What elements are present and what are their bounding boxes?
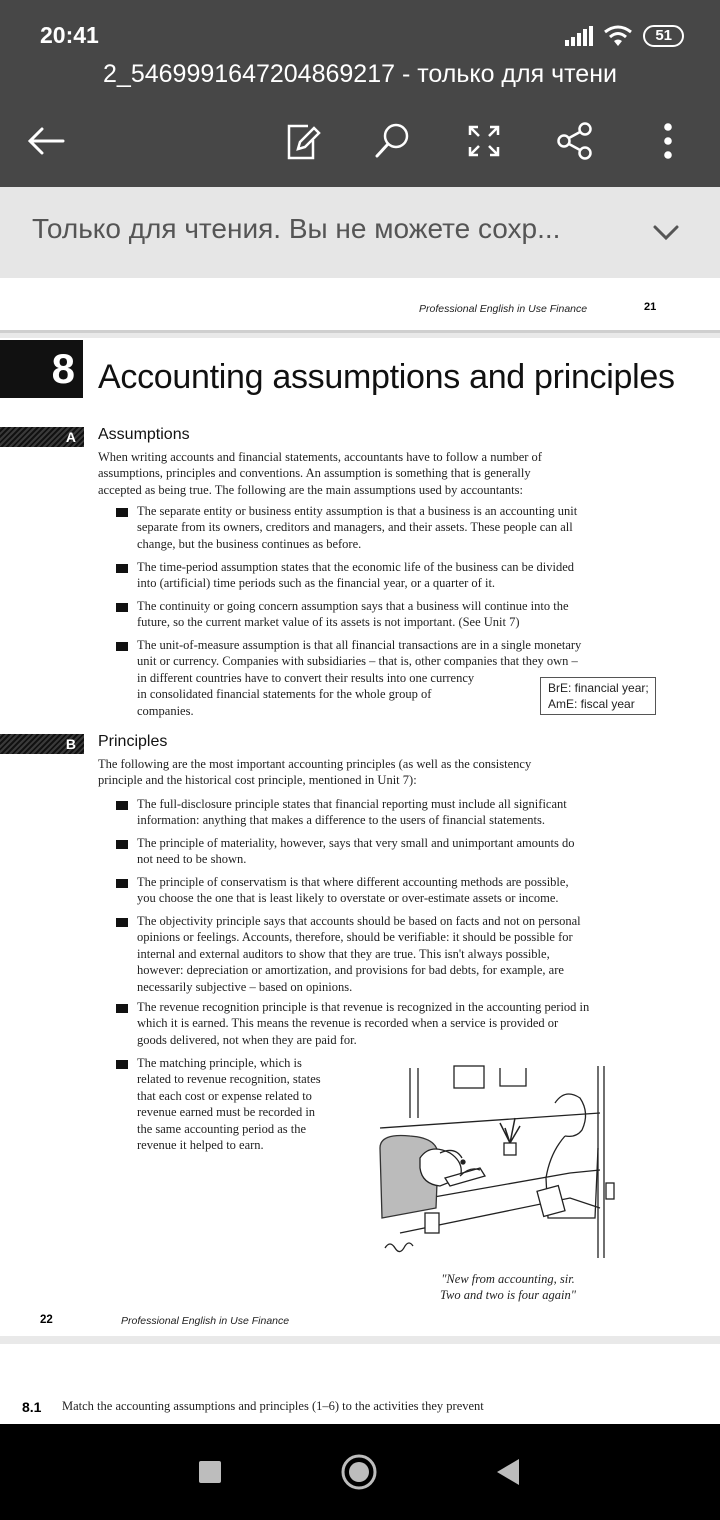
bullet-marker (116, 508, 128, 517)
wifi-icon (603, 25, 633, 47)
text-line: internal and external auditors to show that they are true. This isn't always possible, (137, 946, 550, 961)
text-line: AmE: fiscal year (548, 697, 635, 711)
section-b-letter: B (65, 736, 76, 752)
text-line: related to revenue recognition, states (137, 1072, 321, 1087)
section-a-heading: Assumptions (98, 426, 190, 443)
page-footer-book: Professional English in Use Finance (121, 1315, 290, 1327)
text-line: into (artificial) time periods such as the financial year, or a quarter of it. (137, 576, 496, 591)
recent-apps-icon (198, 1460, 222, 1484)
text-line: When writing accounts and financial statements, accountants have to follow a number of (98, 450, 542, 464)
text-line: accepted as being true. The following are the main assumptions used by accountants: (98, 482, 523, 497)
unit-title: Accounting assumptions and principles (98, 358, 675, 396)
text-line: unit or currency. Companies with subsidiaries – that is, other companies that they own – (137, 654, 578, 669)
document-page-23 (0, 1344, 720, 1424)
principle-conservatism (137, 874, 657, 907)
text-line: the same accounting period as the (137, 1121, 307, 1136)
text-line: principle and the historical cost principle, mentioned in Unit 7): (98, 773, 417, 788)
principle-full-disclosure (137, 796, 657, 829)
text-line: revenue earned must be recorded in (137, 1105, 316, 1120)
section-b-heading: Principles (98, 733, 168, 750)
text-line: The continuity or going concern assumption says that a business will continue into the (137, 599, 569, 613)
home-icon (340, 1453, 378, 1491)
back-button[interactable] (22, 118, 70, 164)
home-button[interactable] (334, 1448, 384, 1496)
search-icon (372, 121, 412, 161)
share-button[interactable] (551, 118, 599, 164)
recent-apps-button[interactable] (185, 1448, 235, 1496)
principle-matching (137, 1055, 367, 1153)
back-arrow-icon (26, 126, 66, 156)
document-page-22 (0, 338, 720, 1336)
text-line: not need to be shown. (137, 852, 247, 867)
text-line: The following are the most important accounting principles (as well as the consistency (98, 757, 532, 771)
text-line: opinions or feelings. Accounts, therefore, should be verifiable: it should be possible for (137, 930, 573, 945)
text-line: The matching principle, which is (137, 1056, 302, 1070)
document-title: 2_5469991647204869217 - только для чтени (103, 60, 617, 88)
text-line: assumptions, principles and conventions. An assumption is something that is generally (98, 466, 531, 481)
bullet-marker (116, 642, 128, 651)
status-icons (565, 24, 684, 48)
assumption-time-period (137, 559, 657, 592)
app-bar (0, 0, 720, 187)
edit-icon (282, 121, 322, 161)
section-b-marker (0, 734, 84, 754)
bre-ame-note (540, 677, 656, 715)
banner-text: Только для чтения. Вы не можете сохр... (32, 213, 561, 244)
text-line: goods delivered, not when they are paid for. (137, 1032, 357, 1047)
document-page-21 (0, 278, 720, 333)
text-line: BrE: financial year; (548, 681, 649, 695)
text-line: The revenue recognition principle is that revenue is recognized in the accounting period in (137, 1000, 590, 1014)
page-header-number: 21 (644, 301, 657, 313)
text-line: revenue it helped to earn. (137, 1138, 264, 1153)
chevron-down-icon[interactable] (648, 218, 684, 246)
text-line: The principle of materiality, however, says that very small and unimportant amounts do (137, 836, 575, 850)
more-vert-icon (662, 122, 674, 160)
cartoon-illustration (370, 1058, 620, 1263)
text-line: The principle of conservatism is that where different accounting methods are possible, (137, 875, 569, 889)
page-header-book: Professional English in Use Finance (419, 303, 588, 315)
principle-revenue-recognition (137, 999, 662, 1048)
text-line: you choose the one that is least likely to overstate or over-estimate assets or income. (137, 891, 559, 906)
text-line: The unit-of-measure assumption is that all financial transactions are in a single monetary (137, 638, 582, 652)
read-only-banner[interactable] (0, 187, 720, 278)
text-line: "New from accounting, sir. (441, 1272, 575, 1286)
text-line: in different countries have to convert their results into one currency (137, 670, 475, 685)
bullet-marker (116, 1004, 128, 1013)
bullet-marker (116, 564, 128, 573)
nav-back-icon (493, 1457, 521, 1487)
bullet-marker (116, 801, 128, 810)
text-line: however: depreciation or amortization, and provisions for bad debts, for example, are (137, 963, 564, 978)
text-line: The full-disclosure principle states that financial reporting must include all significant (137, 797, 567, 811)
battery-level: 51 (643, 25, 684, 47)
bullet-marker (116, 840, 128, 849)
bullet-marker (116, 1060, 128, 1069)
edit-button[interactable] (278, 118, 326, 164)
fullscreen-icon (466, 123, 502, 159)
text-line: which it is earned. This means the revenue is recorded when a service is provided or (137, 1016, 559, 1031)
fullscreen-button[interactable] (460, 118, 508, 164)
search-button[interactable] (368, 118, 416, 164)
text-line: Two and two is four again" (440, 1288, 576, 1302)
text-line: The time-period assumption states that the economic life of the business can be divided (137, 560, 575, 574)
section-a-intro (98, 449, 618, 498)
text-line: necessarily subjective – based on opinions. (137, 979, 353, 994)
bullet-marker (116, 918, 128, 927)
text-line: in consolidated financial statements for the whole group of (137, 687, 432, 702)
text-line: The separate entity or business entity assumption is that a business is an accounting unit (137, 504, 578, 518)
text-line: companies. (137, 703, 194, 718)
share-icon (556, 121, 594, 161)
status-time: 20:41 (40, 22, 99, 48)
section-a-letter: A (65, 429, 76, 445)
principle-objectivity (137, 913, 657, 995)
text-line: The objectivity principle says that accounts should be based on facts and not on personal (137, 914, 581, 928)
cartoon-caption (420, 1271, 596, 1303)
assumption-separate-entity (137, 503, 657, 552)
exercise-number: 8.1 (22, 1399, 42, 1415)
principle-materiality (137, 835, 657, 868)
bullet-marker (116, 603, 128, 612)
text-line: separate from its owners, creditors and managers, and their assets. These people can all (137, 520, 573, 535)
section-a-marker (0, 427, 84, 447)
section-b-intro (98, 756, 618, 789)
signal-icon (565, 26, 593, 46)
bullet-marker (116, 879, 128, 888)
nav-back-button[interactable] (482, 1448, 532, 1496)
assumption-continuity (137, 598, 657, 631)
page-footer-number: 22 (40, 1314, 53, 1326)
exercise-text: Match the accounting assumptions and principles (1–6) to the activities they prevent (62, 1399, 484, 1413)
more-button[interactable] (644, 118, 692, 164)
unit-number: 8 (0, 340, 83, 398)
text-line: change, but the business continues as before. (137, 536, 362, 551)
text-line: information: anything that makes a difference to the users of financial statements. (137, 813, 545, 828)
text-line: that each cost or expense related to (137, 1088, 312, 1103)
text-line: future, so the current market value of its assets is not important. (See Unit 7) (137, 615, 520, 630)
